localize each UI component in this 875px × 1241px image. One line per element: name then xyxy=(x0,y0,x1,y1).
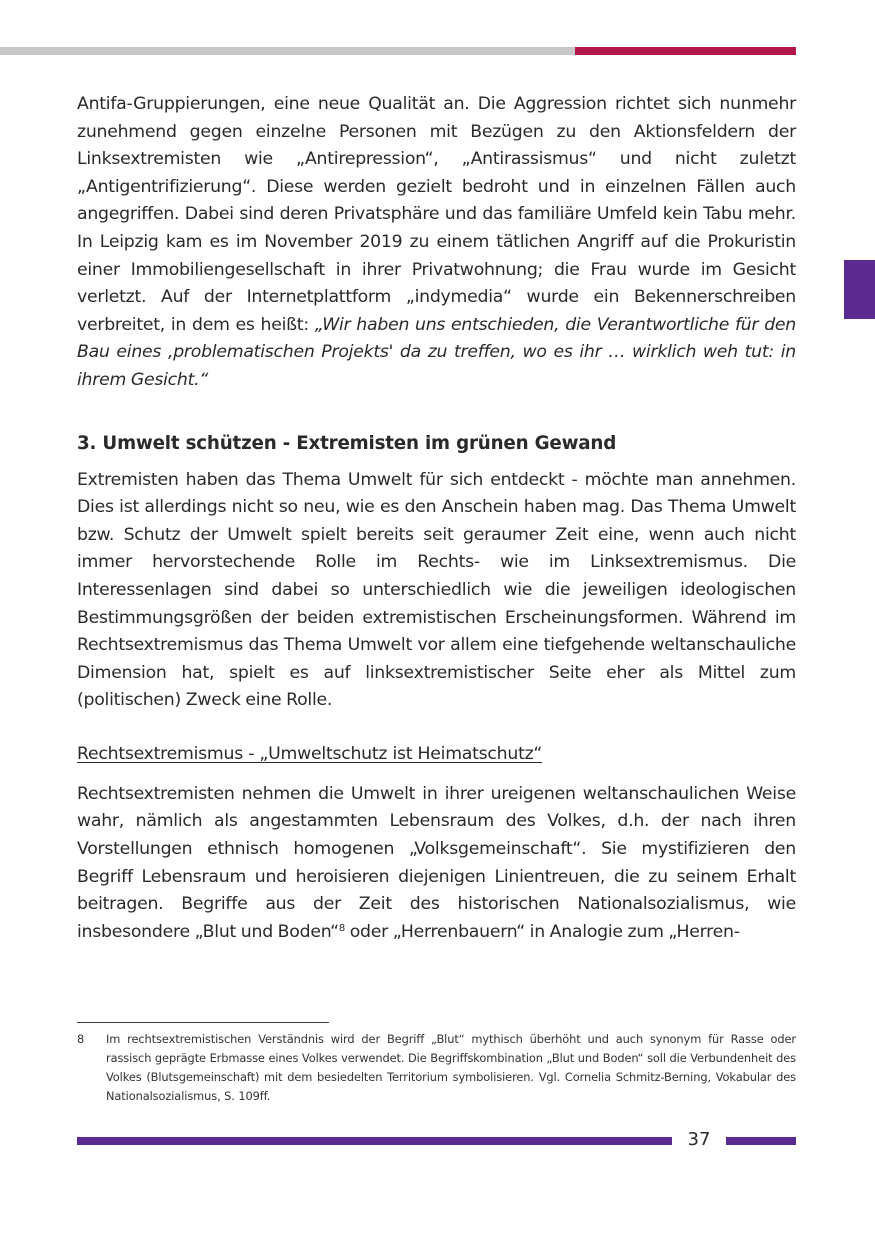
footnote-divider xyxy=(77,1022,329,1023)
paragraph-antifa-text: Antifa-Gruppierungen, eine neue Qualität an. Die Aggression richtet sich nunmehr zunehmend gegen einzelne Personen mit Bezügen zu den Aktionsfeldern der Linksextremisten wie „Antirepression“, „Antirassismus“ und nicht zuletzt „Antigentrifizierung“. Diese werden gezielt bedroht und in einzelnen Fällen auch angegriffen. Dabei sind deren Privatsphäre und das familiäre Umfeld kein Tabu mehr. In Leipzig kam es im November 2019 zu einem tätlichen Angriff auf die Prokuristin einer Immobiliengesellschaft in ihrer Privatwohnung; die Frau wurde im Gesicht verletzt. Auf der Internetplattform „indymedia“ wurde ein Bekennerschreiben verbreitet, in dem es heißt: xyxy=(77,94,796,335)
paragraph-rechtsextremisten xyxy=(77,781,796,947)
paragraph-antifa-quote: „Wir haben uns entschieden, die Verantwortliche für den Bau eines ‚problematischen Projekts' da zu treffen, wo es ihr … wirklich weh tut: in ihrem Gesicht.“ xyxy=(77,314,797,390)
footnote xyxy=(77,1030,796,1106)
section-heading: 3. Umwelt schützen - Extremisten im grünen Gewand xyxy=(77,432,617,454)
paragraph-rechtsextremisten-text: Rechtsextremisten nehmen die Umwelt in ihrer ureigenen weltanschaulichen Weise wahr, nämlich als angestammten Lebensraum des Volkes, d.h. der nach ihren Vorstellungen ethnisch homogenen „Volksgemeinschaft“. Sie mystifizieren den Begriff Lebensraum und heroisieren diejenigen Linientreuen, die zu seinem Erhalt beitragen. Begriffe aus der Zeit des historischen Nationalsozialismus, wie insbesondere „Blut und Boden“ xyxy=(77,783,796,942)
page-number: 37 xyxy=(687,1129,711,1150)
footnote-text: Im rechtsextremistischen Verständnis wird der Begriff „Blut“ mythisch überhöht und auch synonym für Rasse oder rassisch geprägte Erbmasse eines Volkes verwendet. Die Begriffskombination „Blut und Boden“ soll die Verbundenheit des Volkes (Blutsgemeinschaft) mit dem besiedelten Territorium symbolisieren. Vgl. Cornelia Schmitz-Berning, Vokabular des Nationalsozialismus, S. 109ff. xyxy=(106,1032,796,1103)
header-bar-accent xyxy=(575,47,796,55)
footer-bar-left xyxy=(77,1137,672,1145)
paragraph-rechtsextremisten-continuation: oder „Herrenbauern“ in Analogie zum „Herren- xyxy=(344,921,740,942)
page-content xyxy=(77,91,796,946)
header-bar-grey xyxy=(0,47,575,55)
footnote-reference[interactable]: 8 xyxy=(338,922,345,934)
subheading-rechtsextremismus: Rechtsextremismus - „Umweltschutz ist Heimatschutz“ xyxy=(77,743,543,764)
footer-bar-right xyxy=(726,1137,796,1145)
paragraph-umwelt: Extremisten haben das Thema Umwelt für sich entdeckt - möchte man annehmen. Dies ist allerdings nicht so neu, wie es den Anschein haben mag. Das Thema Umwelt bzw. Schutz der Umwelt spielt bereits seit geraumer Zeit eine, wenn auch nicht immer hervorstechende Rolle im Rechts- wie im Linksextremismus. Die Interessenlagen sind dabei so unterschiedlich wie die jeweiligen ideologischen Bestimmungsgrößen der beiden extremistischen Erscheinungsformen. Während im Rechtsextremismus das Thema Umwelt vor allem eine tiefgehende weltanschauliche Dimension hat, spielt es auf linksextremistischer Seite eher als Mittel zum (politischen) Zweck eine Rolle. xyxy=(77,469,796,711)
footnote-number: 8 xyxy=(77,1032,85,1046)
chapter-side-tab xyxy=(844,260,875,319)
paragraph-antifa xyxy=(77,91,796,395)
